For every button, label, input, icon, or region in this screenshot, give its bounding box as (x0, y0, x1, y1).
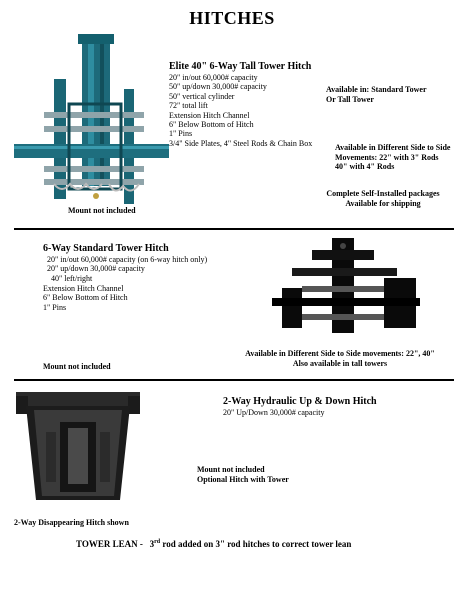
availability-note (326, 85, 427, 104)
spec-line: Extension Hitch Channel (43, 284, 124, 293)
section3-spec: 20" Up/Down 30,000# capacity (223, 408, 325, 417)
side-line: Also available in tall towers (292, 358, 388, 368)
package-line: Available for shipping (345, 198, 421, 208)
spec-line: 40" left/right (51, 273, 93, 283)
side-line: Movements: 22" with 3" Rods (335, 152, 439, 162)
spec-line: 50" vertical cylinder (169, 91, 235, 101)
spec-line: 1" Pins (169, 129, 193, 139)
section2-specs (47, 255, 207, 283)
disappearing-hitch-photo (16, 392, 140, 504)
spec-line: 50" up/down 30,000# capacity (169, 82, 267, 92)
spec-line: 6" Below Bottom of Hitch (43, 293, 128, 303)
spec-line: 6" Below Bottom of Hitch (169, 120, 254, 130)
spec-line: 20" in/out 60,000# capacity (on 6-way hitch only) (47, 255, 208, 264)
section2-heading: 6-Way Standard Tower Hitch (43, 243, 169, 254)
elite-tower-hitch-photo (14, 34, 169, 209)
spec-line: 3/4" Side Plates, 4" Steel Rods & Chain Box (169, 138, 313, 148)
spec-line: 20" in/out 60,000# capacity (169, 73, 258, 82)
package-note (308, 189, 458, 208)
availability-line: Or Tall Tower (326, 94, 374, 104)
section3-notes (197, 465, 289, 484)
side-line: 40" with 4" Rods (335, 162, 395, 171)
page-title: HITCHES (189, 8, 275, 28)
tower-lean-note (76, 539, 351, 549)
spec-line: 1" Pins (43, 302, 67, 312)
section2-specs-extra (43, 284, 128, 312)
tower-lean-text: rod added on 3" rod hitches to correct tower lean (160, 539, 352, 549)
package-line: Complete Self-Installed packages (326, 189, 440, 198)
section3-caption: 2-Way Disappearing Hitch shown (14, 518, 129, 527)
section3-mount-note: Mount not included (197, 465, 265, 474)
spec-line: 72" total lift (169, 101, 208, 111)
availability-line: Available in: Standard Tower (326, 85, 427, 94)
section1-specs (169, 73, 312, 148)
side-movement-note (335, 143, 450, 172)
section2-side-note (225, 349, 455, 368)
spec-line: Extension Hitch Channel (169, 110, 250, 120)
section1-heading: Elite 40" 6-Way Tall Tower Hitch (169, 61, 312, 72)
section-divider (14, 228, 454, 230)
tower-lean-number: 3 (149, 539, 155, 549)
section1-mount-note: Mount not included (68, 206, 136, 215)
standard-tower-hitch-photo (272, 238, 422, 338)
section2-mount-note: Mount not included (43, 362, 111, 371)
tower-lean-sup: rd (154, 539, 161, 545)
section3-heading: 2-Way Hydraulic Up & Down Hitch (223, 396, 377, 407)
section-divider (14, 379, 454, 381)
optional-hitch-note: Optional Hitch with Tower (197, 474, 289, 484)
tower-lean-label: TOWER LEAN - (76, 539, 143, 549)
side-line: Available in Different Side to Side movements: 22", 40" (245, 349, 435, 358)
side-line: Available in Different Side to Side (335, 143, 451, 152)
spec-line: 20" up/down 30,000# capacity (47, 264, 145, 274)
